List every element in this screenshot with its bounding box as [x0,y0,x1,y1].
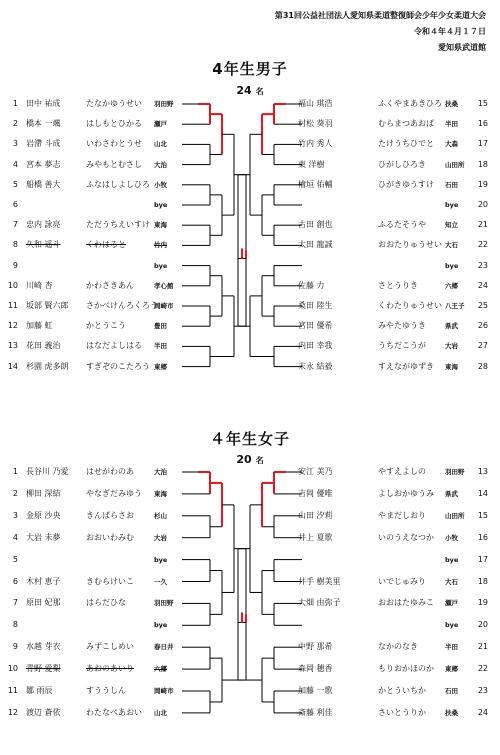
entrant-team: 大岩 [445,342,458,351]
entrant-number: 22 [477,664,488,674]
entrant-row [298,340,494,352]
entrant-kana: おおいわみむ [86,532,134,542]
entrant-kana: きんばらさお [86,510,134,520]
entrant-kana: はしもとひかる [86,119,142,129]
entrant-row [6,510,202,522]
entrant-number: 3 [12,510,18,520]
entrant-number: 9 [12,260,18,270]
entrant-row [6,619,202,631]
entrant-team: 六郷 [445,281,458,290]
entrant-kana: やすえよしの [378,467,426,476]
entrant-name: 宮田 優希 [298,321,333,331]
entrant-team: 羽田野 [445,468,465,476]
entrant-number: 5 [12,179,18,189]
entrant-number: 19 [477,598,488,608]
entrant-number: 14 [7,361,18,371]
entrant-team: 瀬戸 [154,120,167,129]
entrant-number: 16 [477,119,488,129]
entrant-team: bye [154,555,168,564]
entrant-name: 東 洋樹 [298,159,325,169]
entrant-team: 東海 [154,489,167,498]
entrant-team: bye [445,261,459,270]
entrant-kana: はなだよしはる [86,341,142,351]
entrant-number: 15 [477,510,488,520]
tournament-date: 令和４年４月１７日 [414,27,486,36]
entrant-number: 24 [477,280,488,290]
entrant-name: 原田 妃那 [26,598,61,608]
entrant-kana: なかのなき [378,642,418,652]
entrant-name: 桑田 陸生 [298,301,333,310]
entrant-row [6,361,202,373]
entrant-kana: いでじゅみり [378,576,426,586]
entrant-team: bye [445,201,459,209]
entrant-team: 扶桑 [445,708,458,717]
entrant-name: 宮本 夢志 [26,159,61,169]
entrant-number: 9 [12,642,18,652]
tournament-name: 第31回公益社団法人愛知県柔道整復師会少年少女柔道大会 [274,11,486,20]
entrant-team: 大治 [154,468,167,476]
entrant-team: 東海 [154,221,167,230]
entrant-row [6,320,202,332]
entrant-name: 岩滯 斗成 [26,139,61,149]
entrant-team: 大岩 [154,533,167,542]
entrant-kana: むらまつあおば [378,119,434,129]
entrant-team: 石田 [445,180,458,189]
entrant-number: 14 [477,488,488,498]
entrant-number: 28 [477,361,488,371]
entrant-number: 5 [12,554,18,564]
entrant-row [298,138,494,150]
entrant-name: 井手 樹美里 [298,576,341,586]
entrant-row [6,488,202,500]
entrant-row [6,300,202,312]
entrant-kana: うちだこうが [378,341,426,351]
entrant-number: 3 [12,139,18,149]
entrant-kana: やまだしおり [378,510,426,520]
entrant-number: 2 [12,488,18,498]
entrant-name: 渡辺 蒼依 [26,707,61,717]
participant-count-boys: 24 名 [236,84,264,97]
entrant-row [298,320,494,332]
entrant-number: 20 [477,620,488,630]
entrant-row [6,685,202,697]
entrant-team: 八王子 [445,302,465,310]
entrant-team: 春日井 [154,643,174,652]
entrant-row [6,199,202,211]
entrant-number: 22 [477,240,488,250]
entrant-kana: かとうこう [86,321,126,331]
entrant-kana: すえながゆずき [378,361,434,371]
entrant-row [298,619,494,631]
entrant-team: 竹内 [154,241,167,250]
entrant-kana: ふるたそうや [378,220,426,230]
entrant-row [298,239,494,251]
entrant-row [6,179,202,191]
entrant-team: 大森 [445,140,458,149]
entrant-kana: いわさわとうせ [86,139,142,149]
entrant-team: 県武 [445,489,458,498]
entrant-row [6,219,202,231]
entrant-row [298,199,494,211]
entrant-number: 25 [477,301,488,310]
entrant-number: 13 [7,341,18,351]
entrant-name: 長谷川 乃愛 [26,467,69,476]
section-title-boys: 4年生男子 [212,60,288,78]
entrant-row [298,576,494,588]
entrant-kana: ただうちえいすけ [86,220,150,230]
entrant-team: 半田 [445,120,458,129]
entrant-number: 6 [12,576,18,586]
entrant-kana: わたなべあおい [86,707,142,717]
entrant-name: 古田 創也 [298,220,333,230]
entrant-number: 7 [12,598,18,608]
entrant-number: 20 [477,200,488,209]
entrant-name: 安江 美乃 [298,467,333,476]
entrant-number: 1 [12,99,18,108]
entrant-row [6,597,202,609]
entrant-row [298,641,494,653]
entrant-number: 19 [477,179,488,189]
entrant-row [298,118,494,130]
entrant-row [298,280,494,292]
entrant-name: 斎藤 利佳 [298,707,333,717]
entrant-team: bye [154,621,168,630]
entrant-name: 太田 龍誠 [298,240,333,250]
entrant-team: 東海 [445,362,458,371]
entrant-team: 大治 [154,160,167,169]
entrant-row [298,466,494,478]
entrant-team: 山北 [154,708,167,717]
participant-count-girls: 20 名 [236,453,264,466]
entrant-number: 7 [12,220,18,230]
entrant-row [298,488,494,500]
entrant-number: 4 [12,159,18,169]
entrant-team: 小牧 [445,533,458,542]
entrant-team: 瀬戸 [445,599,458,608]
entrant-name: 坂部 賢六郎 [26,301,69,310]
entrant-name: 田中 祐成 [26,99,61,108]
entrant-row [6,98,202,110]
entrant-team: bye [445,621,459,630]
entrant-name: 村松 葵羽 [298,119,333,129]
entrant-kana: よしおかゆうみ [378,488,434,498]
entrant-name: 井上 夏歌 [298,532,333,542]
entrant-kana: ふくやまあきひろ [378,99,442,108]
entrant-row [298,260,494,272]
entrant-kana: おおたりゅうせい [378,240,442,250]
entrant-team: 山田所 [445,160,465,169]
entrant-team: 岡崎市 [154,302,174,310]
entrant-number: 18 [477,576,488,586]
entrant-team: bye [445,555,459,564]
entrant-kana: やなぎだみゆう [86,488,142,498]
entrant-name: 船橋 善大 [26,179,61,189]
entrant-team: 大石 [445,241,458,250]
entrant-name: 青野 愛梨 [26,664,61,674]
tournament-venue: 愛知県武道館 [438,43,486,52]
entrant-kana: みやもとむさし [86,159,142,169]
entrant-row [6,159,202,171]
entrant-name: 川崎 杏 [26,280,53,290]
entrant-kana: ふなはしよしひろ [86,179,150,189]
entrant-row [6,280,202,292]
entrant-name: 柳田 深結 [26,488,61,498]
entrant-number: 6 [12,200,18,209]
entrant-team: 半田 [154,342,167,351]
entrant-team: 羽田野 [154,599,174,608]
entrant-row [298,219,494,231]
entrant-number: 11 [7,686,18,695]
entrant-team: 豊田 [154,322,167,331]
entrant-number: 13 [477,467,488,476]
entrant-row [6,663,202,675]
entrant-name: 吉岡 優唯 [298,488,333,498]
entrant-row [298,532,494,544]
entrant-row [298,597,494,609]
entrant-row [298,510,494,522]
entrant-kana: ひがきゆうすけ [378,179,434,189]
entrant-kana: みずこしめい [86,642,134,652]
entrant-name: 金原 沙央 [26,510,61,520]
entrant-number: 18 [477,159,488,169]
entrant-name: 内田 幸我 [298,341,333,351]
entrant-number: 12 [7,707,18,717]
entrant-kana: くわはると [86,240,126,250]
entrant-name: 末永 結毅 [298,361,333,371]
entrant-row [6,554,202,566]
entrant-name: 鄒 雨辰 [26,686,53,695]
entrant-number: 21 [477,220,488,230]
entrant-kana: きむらけいこ [86,576,134,586]
entrant-number: 2 [12,119,18,129]
entrant-number: 8 [12,240,18,250]
entrant-row [6,576,202,588]
entrant-row [298,663,494,675]
entrant-number: 21 [477,642,488,652]
entrant-name: 水越 芽衣 [26,642,61,652]
entrant-name: 杉園 虎多朗 [26,361,69,371]
entrant-team: 知立 [445,221,458,230]
entrant-kana: たけうちひでと [378,139,434,149]
entrant-row [6,260,202,272]
entrant-team: 山田所 [445,511,465,520]
entrant-row [6,239,202,251]
entrant-kana: さとうりき [378,280,418,290]
entrant-team: 県武 [445,322,458,331]
entrant-row [298,707,494,719]
entrant-kana: みやたゆうき [378,321,426,331]
entrant-row [6,138,202,150]
entrant-kana: かわさきあん [86,280,134,290]
entrant-team: 羽田野 [154,100,174,108]
entrant-kana: あおのあいり [86,664,134,674]
entrant-name: 檜垣 佑輔 [298,179,333,189]
entrant-number: 15 [477,99,488,108]
entrant-kana: さいとうりか [378,707,426,717]
entrant-team: 岡崎市 [154,687,174,695]
entrant-name: 花田 義治 [26,341,61,351]
entrant-name: 山田 汐莉 [298,510,333,520]
entrant-row [6,707,202,719]
entrant-row [298,98,494,110]
entrant-name: 木村 恵子 [26,576,61,586]
entrant-team: 杉山 [154,511,167,520]
entrant-team: 孝心館 [154,281,174,290]
entrant-row [6,641,202,653]
entrant-team: 大石 [445,577,458,586]
entrant-number: 4 [12,532,18,542]
entrant-name: 橋本 一颯 [26,119,61,129]
entrant-name: 大岩 未夢 [26,532,61,542]
entrant-kana: すぎぞのこたろう [86,361,150,371]
entrant-row [298,300,494,312]
entrant-kana: たなかゆうせい [86,99,142,108]
entrant-name: 忠内 詠亮 [26,220,61,230]
entrant-number: 17 [477,554,488,564]
entrant-row [298,361,494,373]
entrant-number: 12 [7,321,18,331]
entrant-row [298,685,494,697]
entrant-kana: くわたりゅうせい [378,301,442,310]
entrant-kana: すううしん [86,686,126,695]
entrant-row [6,118,202,130]
entrant-kana: はせがわのあ [86,467,134,476]
entrant-kana: もりおかほのか [378,664,434,674]
entrant-number: 23 [477,260,488,270]
entrant-number: 24 [477,707,488,717]
entrant-team: 半田 [445,643,458,652]
entrant-kana: かとういちか [378,686,426,695]
entrant-name: 福山 琪浩 [298,99,333,108]
entrant-number: 17 [477,139,488,149]
entrant-row [298,554,494,566]
entrant-number: 10 [7,664,18,674]
entrant-name: 加藤 虹 [26,321,53,331]
entrant-number: 16 [477,532,488,542]
entrant-kana: はらだひな [86,598,126,608]
entrant-number: 26 [477,321,488,331]
entrant-row [298,179,494,191]
entrant-number: 10 [7,280,18,290]
entrant-team: 石田 [445,687,458,695]
entrant-kana: ひがしひろき [378,159,426,169]
entrant-number: 11 [7,301,18,310]
entrant-team: 東郷 [154,362,167,371]
entrant-row [298,159,494,171]
entrant-number: 27 [477,341,488,351]
entrant-number: 23 [477,686,488,695]
section-title-girls: ４年生女子 [209,430,290,448]
entrant-kana: さかべけんろくろう [86,301,158,310]
entrant-team: 一久 [154,577,167,586]
entrant-name: 佐藤 力 [298,280,325,290]
entrant-row [6,466,202,478]
entrant-name: 久和 遥斗 [26,240,61,250]
entrant-name: 中野 那希 [298,642,333,652]
entrant-team: 東郷 [445,665,458,674]
entrant-team: bye [154,261,168,270]
entrant-kana: おおはたゆみこ [378,598,434,608]
entrant-name: 竹内 秀人 [298,139,333,149]
entrant-name: 加藤 一歌 [298,686,333,695]
entrant-number: 1 [12,467,18,476]
entrant-team: 六郷 [154,665,167,674]
entrant-number: 8 [12,620,18,630]
entrant-name: 大畑 由弥子 [298,598,341,608]
entrant-team: 扶桑 [445,100,458,108]
entrant-team: 山北 [154,140,167,149]
entrant-kana: いのうえなつか [378,532,434,542]
entrant-row [6,340,202,352]
entrant-row [6,532,202,544]
entrant-name: 森岡 穂香 [298,664,333,674]
entrant-team: 小牧 [154,180,167,189]
entrant-team: bye [154,201,168,209]
